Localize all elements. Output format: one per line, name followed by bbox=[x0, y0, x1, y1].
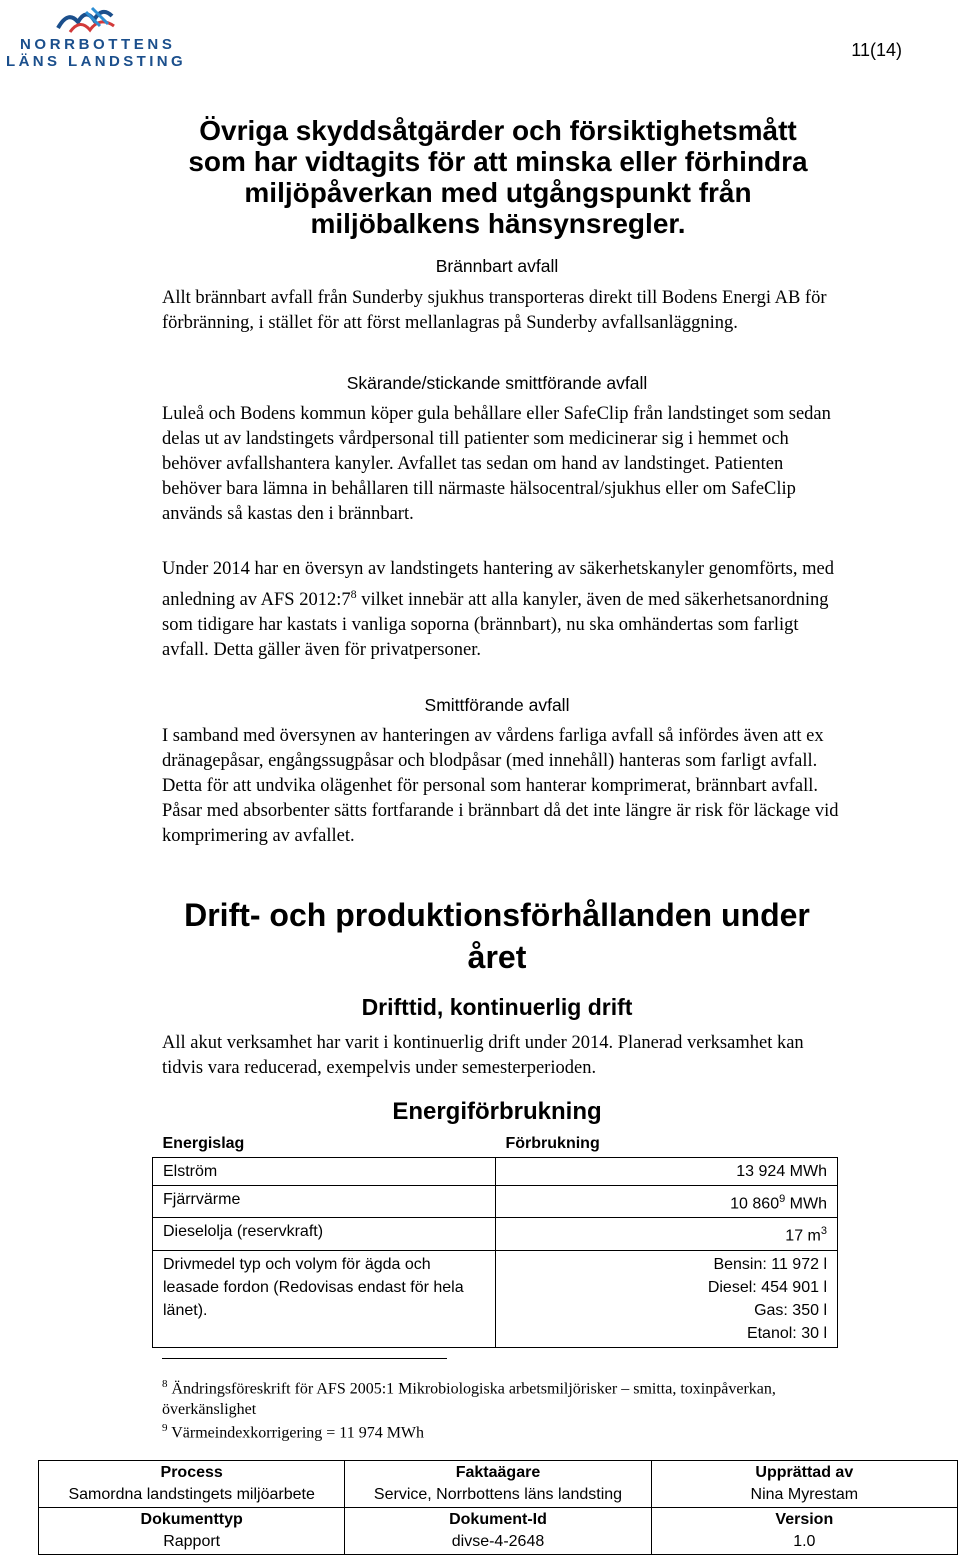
consumption-cell: 10 $860^9$ MWh bbox=[496, 1186, 838, 1218]
table-row bbox=[153, 1250, 838, 1347]
table-row bbox=[153, 1218, 838, 1250]
consumption-cell: 13 924 MWh bbox=[496, 1158, 838, 1186]
logo-wave-icon bbox=[56, 4, 126, 34]
section-heading-protective-measures: Övriga skyddsåtgärder och försiktighetsmått som har vidtagits för att minska eller förhindra miljöpåverkan med utgångspunkt från miljöbalkens hänsynsregler. bbox=[188, 115, 808, 239]
paragraph-infectious-waste: I samband med översynen av hanteringen av vårdens farliga avfall så infördes även att ex dränagepåsar, engångssugpåsar och blodpåsar (med innehåll) hanteras som farligt avfall. Detta för att undvika olägenhet för personal som hanterar komprimerat, brännbart avfall. Påsar med absorbenter sätts fortfarande i brännbart då det inte längre är risk för läckage vid komprimering av avfallet. bbox=[162, 726, 839, 846]
subheading-combustible-waste: Brännbart avfall bbox=[435, 256, 559, 276]
table-row bbox=[153, 1186, 838, 1218]
table-row bbox=[153, 1158, 838, 1186]
logo-text-bottom: LÄNS LANDSTING bbox=[6, 53, 187, 70]
footer-author-cell: Upprättad av Nina Myrestam bbox=[651, 1461, 957, 1508]
footer-version-cell: Version 1.0 bbox=[651, 1508, 957, 1555]
paragraph-continuous-operation: All akut verksamhet har varit i kontinuerlig drift under 2014. Planerad verksamhet kan tidvis vara reducerad, exempelvis under semesterperioden. bbox=[162, 1033, 804, 1078]
subheading-infectious-waste: Smittförande avfall bbox=[424, 695, 570, 715]
energy-type-cell: Drivmedel typ och volym för ägda och leasade fordon (Redovisas endast för hela länet). bbox=[153, 1250, 496, 1347]
footer-owner-cell: Faktaägare Service, Norrbottens läns landsting bbox=[345, 1461, 651, 1508]
page-number: 11(14) bbox=[851, 40, 902, 60]
energy-type-cell: Elström bbox=[153, 1158, 496, 1186]
energy-type-cell: Fjärrvärme bbox=[153, 1186, 496, 1218]
footer-doctype-cell: Dokumenttyp Rapport bbox=[39, 1508, 345, 1555]
paragraph-combustible-waste: Allt brännbart avfall från Sunderby sjukhus transporteras direkt till Bodens Energi AB för förbränning, i stället för att först mellanlagras på Sunderby avfallsanläggning. bbox=[162, 288, 827, 333]
table-row bbox=[39, 1508, 958, 1555]
document-footer-table bbox=[38, 1460, 958, 1555]
consumption-cell: Bensin: 11 972 l Diesel: 454 901 l Gas: 350 l Etanol: 30 l bbox=[496, 1250, 838, 1347]
footer-process-cell: Process Samordna landstingets miljöarbete bbox=[39, 1461, 345, 1508]
subheading-sharp-waste: Skärande/stickande smittförande avfall bbox=[346, 373, 648, 393]
table-header-row bbox=[153, 1130, 838, 1158]
logo-text-top: NORRBOTTENS bbox=[20, 36, 176, 53]
footer-docid-cell: Dokument-Id divse-4-2648 bbox=[345, 1508, 651, 1555]
table-row bbox=[39, 1461, 958, 1508]
footnote-9: $^9$ Värmeindexkorrigering = 11 974 MWh bbox=[162, 1422, 425, 1442]
paragraph-sharp-waste: Luleå och Bodens kommun köper gula behållare eller SafeClip från landstinget som sedan delas ut av landstingets vårdpersonal till patienter som medicinerar sig i hemmet och behöver avfallshantera kanyler. Avfallet tas sedan om hand av landstinget. Patienten behöver bara lämna in behållaren till närmaste hälsocentral/sjukhus eller om SafeClip används så kastas den i brännbart. bbox=[162, 404, 831, 524]
energy-type-cell: Dieselolja (reservkraft) bbox=[153, 1218, 496, 1250]
footnote-8: $^8$ Ändringsföreskrift för AFS 2005:1 Mikrobiologiska arbetsmiljörisker – smitta, toxinpåverkan, överkänslighet bbox=[162, 1378, 776, 1419]
footnote-ref-9: 9 bbox=[779, 1193, 786, 1205]
footnote-ref-8: 8 bbox=[350, 587, 357, 601]
consumption-cell: 17 $m^3$ bbox=[496, 1218, 838, 1250]
col-header-consumption: Förbrukning bbox=[496, 1130, 838, 1158]
organization-logo bbox=[4, 4, 187, 70]
energy-heading: Energiförbrukning bbox=[392, 1098, 602, 1125]
section-heading-operations: Drift- och produktionsförhållanden under året bbox=[184, 897, 810, 975]
energy-table bbox=[152, 1130, 838, 1348]
subheading-continuous-operation: Drifttid, kontinuerlig drift bbox=[361, 994, 633, 1020]
footnote-divider bbox=[162, 1358, 447, 1359]
paragraph-safety-needles: Under 2014 har en översyn av landstingets hantering av säkerhetskanyler genomförts, med anledning av AFS $2012:7^8$ vilket innebär att alla kanyler, även de med säkerhetsanordning som tidigare har kastats i vanliga soporna (brännbart), nu ska omhändertas som farligt avfall. Detta gäller även för privatpersoner. bbox=[162, 559, 834, 661]
col-header-energy-type: Energislag bbox=[153, 1130, 496, 1158]
